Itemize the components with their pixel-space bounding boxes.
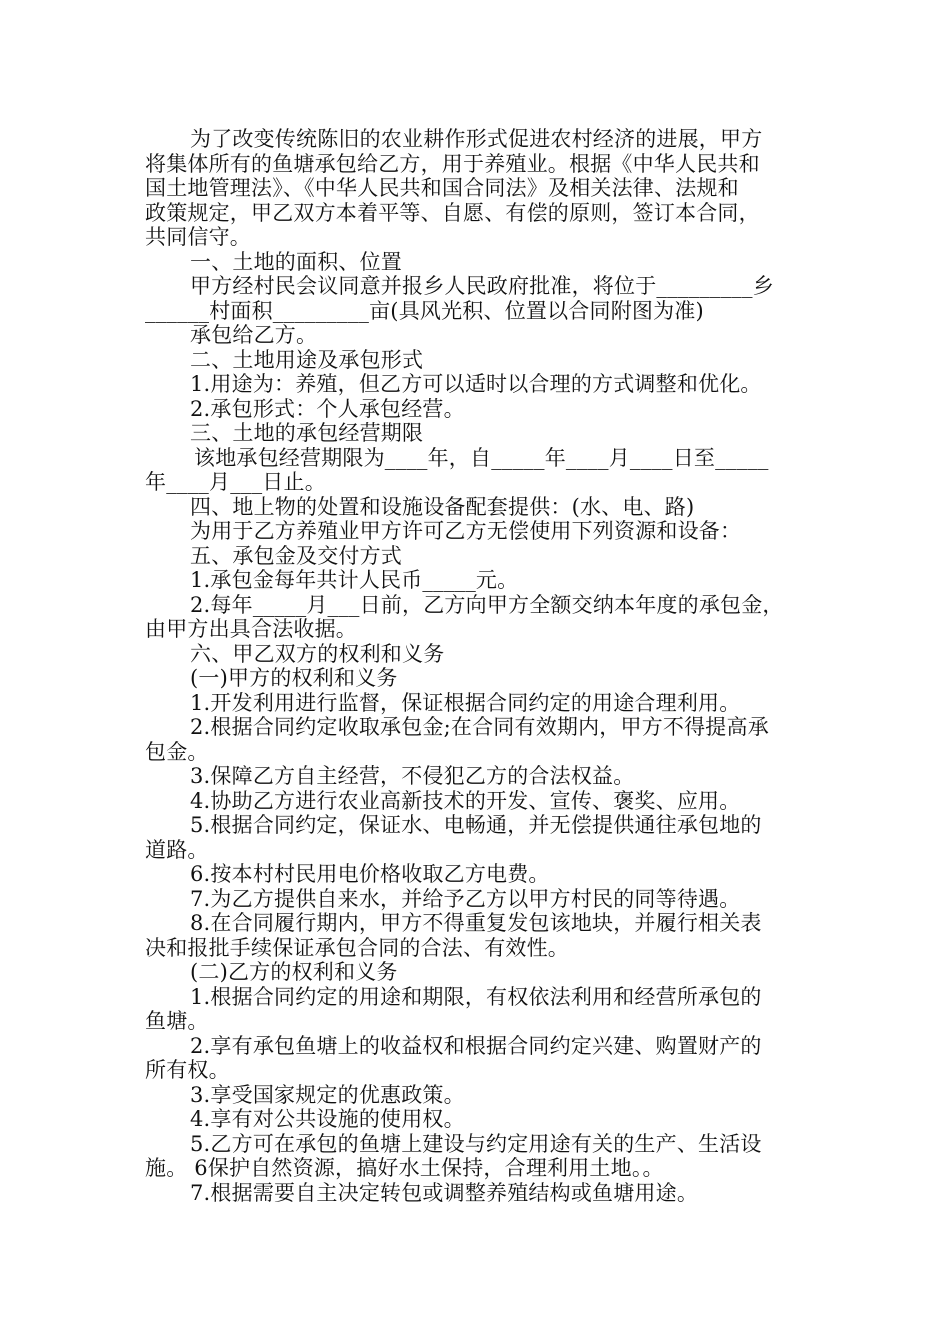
list-item: 3.享受国家规定的优惠政策。	[190, 1083, 465, 1107]
list-item: 2.每年_____月___日前，乙方向甲方全额交纳本年度的承包金，	[190, 593, 784, 617]
list-item: 7.根据需要自主决定转包或调整养殖结构或鱼塘用途。	[190, 1181, 699, 1205]
list-item: 4.享有对公共设施的使用权。	[190, 1107, 465, 1131]
text-line: 国土地管理法》、《中华人民共和国合同法》及相关法律、法规和	[145, 176, 739, 200]
section-heading: 一、土地的面积、位置	[190, 250, 402, 274]
text-line: 承包给乙方。	[190, 323, 318, 347]
section-heading: 五、承包金及交付方式	[190, 544, 402, 568]
section-heading: 三、土地的承包经营期限	[190, 421, 424, 445]
list-item: 3.保障乙方自主经营，不侵犯乙方的合法权益。	[190, 764, 635, 788]
list-item: 2.承包形式：个人承包经营。	[190, 397, 465, 421]
list-item: 8.在合同履行期内，甲方不得重复发包该地块，并履行相关表	[190, 911, 762, 935]
list-item: 2.根据合同约定收取承包金;在合同有效期内，甲方不得提高承	[190, 715, 769, 739]
list-item: 6.按本村村民用电价格收取乙方电费。	[190, 862, 550, 886]
subsection-heading: (二)乙方的权利和义务	[190, 960, 398, 984]
section-heading: 二、土地用途及承包形式	[190, 348, 424, 372]
subsection-heading: (一)甲方的权利和义务	[190, 666, 398, 690]
text-line: 所有权。	[145, 1058, 230, 1082]
list-item: 7.为乙方提供自来水，并给予乙方以甲方村民的同等待遇。	[190, 887, 741, 911]
list-item: 1.开发利用进行监督，保证根据合同约定的用途合理利用。	[190, 691, 741, 715]
text-line: 道路。	[145, 838, 209, 862]
text-line: 决和报批手续保证承包合同的合法、有效性。	[145, 936, 569, 960]
section-heading: 四、地上物的处置和设施设备配套提供：(水、电、路)	[190, 495, 695, 519]
text-line: 甲方经村民会议同意并报乡人民政府批准，将位于_________乡	[190, 274, 774, 298]
text-line: 施。 6保护自然资源，搞好水土保持，合理利用土地。。	[145, 1156, 664, 1180]
list-item: 1.承包金每年共计人民币_____元。	[190, 568, 519, 592]
list-item: 1.根据合同约定的用途和期限，有权依法利用和经营所承包的	[190, 985, 762, 1009]
text-line: 包金。	[145, 740, 209, 764]
text-line: 政策规定，甲乙双方本着平等、自愿、有偿的原则，签订本合同，	[145, 201, 760, 225]
text-line: 鱼塘。	[145, 1009, 209, 1033]
text-line: 该地承包经营期限为____年，自_____年____月____日至_____	[194, 446, 769, 470]
list-item: 5.根据合同约定，保证水、电畅通，并无偿提供通往承包地的	[190, 813, 762, 837]
text-line: 由甲方出具合法收据。	[145, 617, 357, 641]
list-item: 2.享有承包鱼塘上的收益权和根据合同约定兴建、购置财产的	[190, 1034, 762, 1058]
list-item: 5.乙方可在承包的鱼塘上建设与约定用途有关的生产、生活设	[190, 1132, 762, 1156]
text-line: 为了改变传统陈旧的农业耕作形式促进农村经济的进展，甲方	[190, 127, 763, 151]
text-line: 为用于乙方养殖业甲方许可乙方无偿使用下列资源和设备：	[190, 519, 742, 543]
list-item: 1.用途为：养殖，但乙方可以适时以合理的方式调整和优化。	[190, 372, 762, 396]
list-item: 4.协助乙方进行农业高新技术的开发、宣传、褒奖、应用。	[190, 789, 741, 813]
text-line: 将集体所有的鱼塘承包给乙方，用于养殖业。根据《中华人民共和	[145, 152, 760, 176]
text-line: ______村面积_________亩(具风光积、位置以合同附图为准)	[145, 299, 704, 323]
text-line: 共同信守。	[145, 225, 251, 249]
section-heading: 六、甲乙双方的权利和义务	[190, 642, 445, 666]
text-line: 年____月___日止。	[145, 470, 326, 494]
